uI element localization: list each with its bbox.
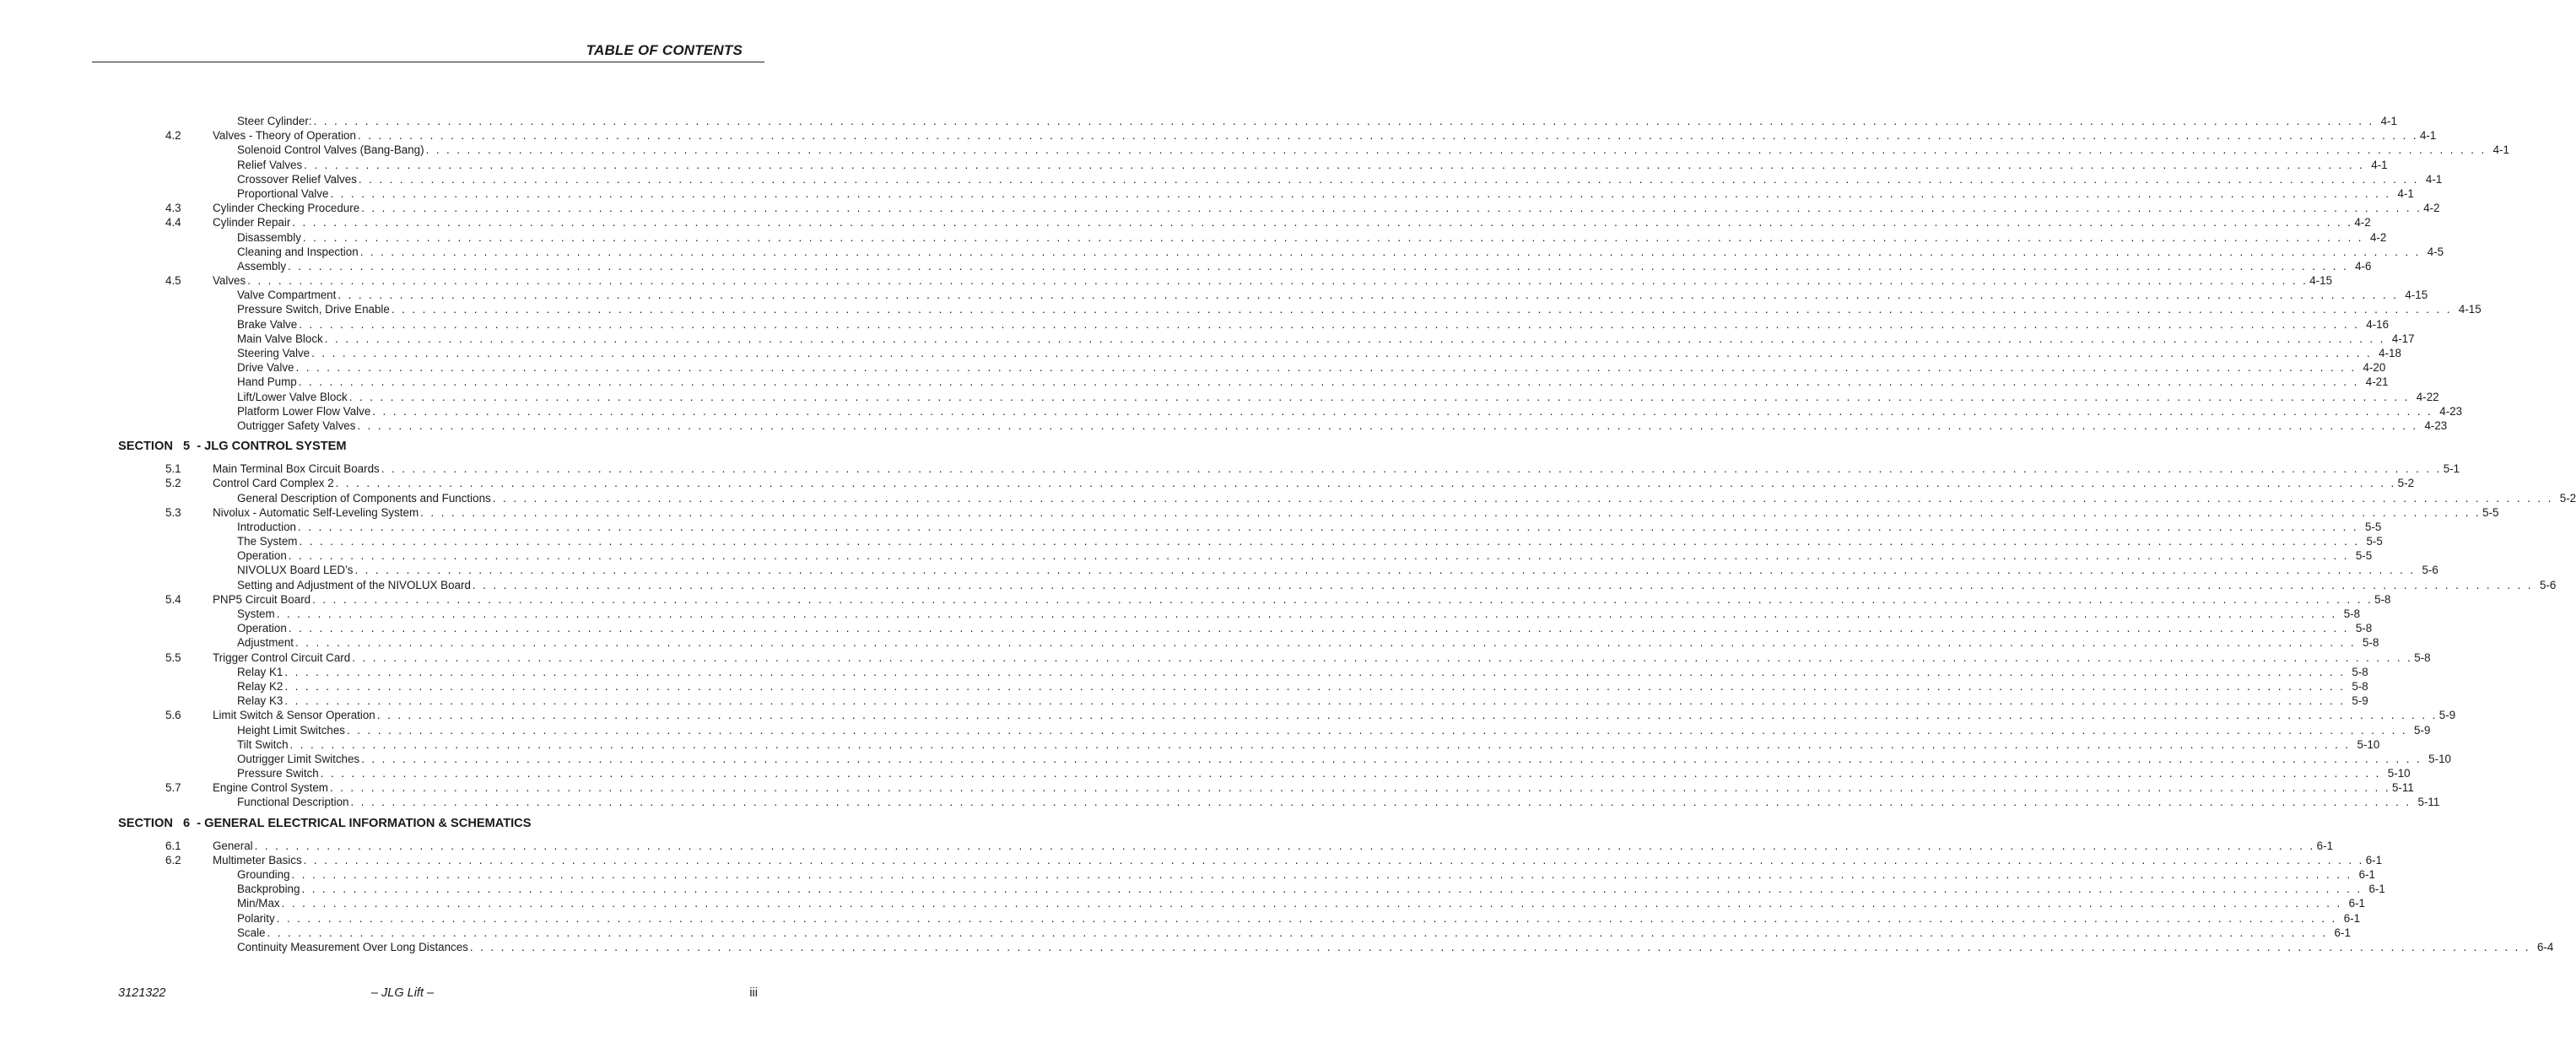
toc-entry-number: 5.6 <box>165 709 181 722</box>
dot-leader: . . . . . . . . . . . . . . . . . . . . . . . . . . . . . . . . . . . . . . . . . . . . . . . . . . . . . . . . . . . . . . . . . . . . . . . . . . . . . . . . . . . . . . . . . . . . . . . . . . . . . . . . . . . . . . . . . . . . . . . . . . . . . . . . . . . . . . . . . . . . . . . . . . . . . . . . . . . . . . . . . . . . . . . . . . . . . . . . . . . . . . . . . . . . . . . . . . . . . . . . <box>357 129 2418 143</box>
dot-leader: . . . . . . . . . . . . . . . . . . . . . . . . . . . . . . . . . . . . . . . . . . . . . . . . . . . . . . . . . . . . . . . . . . . . . . . . . . . . . . . . . . . . . . . . . . . . . . . . . . . . . . . . . . . . . . . . . . . . . . . . . . . . . . . . . . . . . . . . . . . . . . . . . . . . . . . . . . . . . . . . . . . . . . . . . . . . . . . . . . . . . . . . . . . . . . . . . . . . . . . . <box>291 868 2352 881</box>
dot-leader: . . . . . . . . . . . . . . . . . . . . . . . . . . . . . . . . . . . . . . . . . . . . . . . . . . . . . . . . . . . . . . . . . . . . . . . . . . . . . . . . . . . . . . . . . . . . . . . . . . . . . . . . . . . . . . . . . . . . . . . . . . . . . . . . . . . . . . . . . . . . . . . . . . . . . . . . . . . . . . . . . . . . . . . . . . . . . . . . . . . . . . . . . . . . . . . . . . . . . . . . <box>347 723 2408 737</box>
toc-entry-page: 6-1 <box>2334 926 2351 939</box>
toc-entry-number: 5.7 <box>165 781 181 795</box>
document-number: 3121322 <box>118 986 166 1000</box>
toc-entry-page: 4-1 <box>2397 186 2414 200</box>
toc-entry-page: 6-1 <box>2358 868 2375 881</box>
toc-entry-title: Steer Cylinder: <box>237 115 312 127</box>
toc-entry-number: 4.2 <box>165 129 181 143</box>
toc-entry-title: NIVOLUX Board LED’s <box>237 564 354 577</box>
dot-leader: . . . . . . . . . . . . . . . . . . . . . . . . . . . . . . . . . . . . . . . . . . . . . . . . . . . . . . . . . . . . . . . . . . . . . . . . . . . . . . . . . . . . . . . . . . . . . . . . . . . . . . . . . . . . . . . . . . . . . . . . . . . . . . . . . . . . . . . . . . . . . . . . . . . . . . . . . . . . . . . . . . . . . . . . . . . . . . . . . . . . . . . . . . . . . . . . . . . . . . . . <box>324 332 2385 345</box>
dot-leader: . . . . . . . . . . . . . . . . . . . . . . . . . . . . . . . . . . . . . . . . . . . . . . . . . . . . . . . . . . . . . . . . . . . . . . . . . . . . . . . . . . . . . . . . . . . . . . . . . . . . . . . . . . . . . . . . . . . . . . . . . . . . . . . . . . . . . . . . . . . . . . . . . . . . . . . . . . . . . . . . . . . . . . . . . . . . . . . . . . . . . . . . . . . . . . . . . . . . . . . . <box>335 477 2396 490</box>
toc-entry-line <box>237 186 2414 201</box>
toc-entry-page: 5-1 <box>2443 462 2460 476</box>
toc-entry-page: 4-15 <box>2309 274 2333 288</box>
toc-entry-title: General <box>213 839 253 852</box>
toc-entry-page: 5-9 <box>2414 723 2431 737</box>
toc-entry-page: 5-11 <box>2417 796 2440 809</box>
toc-entry-page: 5-5 <box>2366 535 2383 548</box>
toc-entry-title: Outrigger Limit Switches <box>237 752 360 765</box>
toc-entry-title: Hand Pump <box>237 375 297 389</box>
toc-entry-title: General Description of Components and Functions <box>237 491 491 505</box>
toc-subentry[interactable] <box>0 882 2385 896</box>
toc-entry-line <box>237 418 2448 433</box>
toc-entry-line <box>237 911 2361 926</box>
toc-entry-number: 5.4 <box>165 592 181 606</box>
toc-entry-number: 5.3 <box>165 505 181 519</box>
toc-entry-title: Backprobing <box>237 883 300 896</box>
dot-leader: . . . . . . . . . . . . . . . . . . . . . . . . . . . . . . . . . . . . . . . . . . . . . . . . . . . . . . . . . . . . . . . . . . . . . . . . . . . . . . . . . . . . . . . . . . . . . . . . . . . . . . . . . . . . . . . . . . . . . . . . . . . . . . . . . . . . . . . . . . . . . . . . . . . . . . . . . . . . . . . . . . . . . . . . . . . . . . . . . . . . . . . . . . . . . . . . . . . . . . . . <box>276 607 2337 620</box>
toc-entry-line <box>213 201 2440 215</box>
toc-subentry[interactable] <box>0 332 2415 346</box>
toc-entry-page: 5-2 <box>2559 491 2576 505</box>
toc-entry-page: 4-17 <box>2391 332 2415 345</box>
toc-entry-page: 5-6 <box>2422 564 2438 577</box>
toc-entry-line <box>237 896 2365 910</box>
toc-entry-title: The System <box>237 535 298 548</box>
toc-entry-line <box>237 607 2361 621</box>
toc-subentry[interactable] <box>0 158 2388 172</box>
toc-entry-number: 5.5 <box>165 651 181 664</box>
toc-entry-title: Engine Control System <box>213 781 328 795</box>
toc-subentry[interactable] <box>0 172 2443 186</box>
toc-entry[interactable] <box>0 780 2414 795</box>
toc-entry-line <box>237 158 2388 172</box>
toc-entry-line <box>237 752 2451 766</box>
toc-entry-page: 4-18 <box>2379 347 2401 359</box>
dot-leader: . . . . . . . . . . . . . . . . . . . . . . . . . . . . . . . . . . . . . . . . . . . . . . . . . . . . . . . . . . . . . . . . . . . . . . . . . . . . . . . . . . . . . . . . . . . . . . . . . . . . . . . . . . . . . . . . . . . . . . . . . . . . . . . . . . . . . . . . . . . . . . . . . . . . . . . . . . . . . . . . . . . . . . . . . . . . . . . . . . . . . . . . . . . . . . . . . . . . . . . . <box>420 505 2481 519</box>
dot-leader: . . . . . . . . . . . . . . . . . . . . . . . . . . . . . . . . . . . . . . . . . . . . . . . . . . . . . . . . . . . . . . . . . . . . . . . . . . . . . . . . . . . . . . . . . . . . . . . . . . . . . . . . . . . . . . . . . . . . . . . . . . . . . . . . . . . . . . . . . . . . . . . . . . . . . . . . . . . . . . . . . . . . . . . . . . . . . . . . . . . . . . . . . . . . . . . . . . . . . . . . <box>358 172 2419 186</box>
toc-entry-page: 5-6 <box>2539 578 2557 591</box>
toc-entry-title: Continuity Measurement Over Long Distances <box>237 940 468 953</box>
toc-entry-line <box>237 926 2351 940</box>
toc-entry-title: Valves - Theory of Operation <box>213 129 356 143</box>
dot-leader: . . . . . . . . . . . . . . . . . . . . . . . . . . . . . . . . . . . . . . . . . . . . . . . . . . . . . . . . . . . . . . . . . . . . . . . . . . . . . . . . . . . . . . . . . . . . . . . . . . . . . . . . . . . . . . . . . . . . . . . . . . . . . . . . . . . . . . . . . . . . . . . . . . . . . . . . . . . . . . . . . . . . . . . . . . . . . . . . . . . . . . . . . . . . . . . . . . . . . . . . <box>284 694 2346 708</box>
toc-entry-line <box>213 780 2414 795</box>
dot-leader: . . . . . . . . . . . . . . . . . . . . . . . . . . . . . . . . . . . . . . . . . . . . . . . . . . . . . . . . . . . . . . . . . . . . . . . . . . . . . . . . . . . . . . . . . . . . . . . . . . . . . . . . . . . . . . . . . . . . . . . . . . . . . . . . . . . . . . . . . . . . . . . . . . . . . . . . . . . . . . . . . . . . . . . . . . . . . . . . . . . . . . . . . . . . . . . . . . . . . . . . <box>247 274 2309 288</box>
dot-leader: . . . . . . . . . . . . . . . . . . . . . . . . . . . . . . . . . . . . . . . . . . . . . . . . . . . . . . . . . . . . . . . . . . . . . . . . . . . . . . . . . . . . . . . . . . . . . . . . . . . . . . . . . . . . . . . . . . . . . . . . . . . . . . . . . . . . . . . . . . . . . . . . . . . . . . . . . . . . . . . . . . . . . . . . . . . . . . . . . . . . . . . . . . . . . . . . . . . . . . . . <box>281 897 2342 910</box>
toc-entry-page: 6-1 <box>2365 853 2383 867</box>
dot-leader: . . . . . . . . . . . . . . . . . . . . . . . . . . . . . . . . . . . . . . . . . . . . . . . . . . . . . . . . . . . . . . . . . . . . . . . . . . . . . . . . . . . . . . . . . . . . . . . . . . . . . . . . . . . . . . . . . . . . . . . . . . . . . . . . . . . . . . . . . . . . . . . . . . . . . . . . . . . . . . . . . . . . . . . . . . . . . . . . . . . . . . . . . . . . . . . . . . . . . . . . <box>299 317 2360 331</box>
toc-entry[interactable] <box>0 592 2391 607</box>
toc-entry-line <box>237 259 2372 273</box>
toc-entry-line <box>237 114 2397 128</box>
toc-entry-line <box>237 940 2554 954</box>
dot-leader: . . . . . . . . . . . . . . . . . . . . . . . . . . . . . . . . . . . . . . . . . . . . . . . . . . . . . . . . . . . . . . . . . . . . . . . . . . . . . . . . . . . . . . . . . . . . . . . . . . . . . . . . . . . . . . . . . . . . . . . . . . . . . . . . . . . . . . . . . . . . . . . . . . . . . . . . . . . . . . . . . . . . . . . . . . . . . . . . . . . . . . . . . . . . . . . . . . . . . . . . <box>299 535 2360 548</box>
toc-subentry[interactable] <box>0 665 2368 679</box>
toc-entry-page: 5-8 <box>2363 636 2379 650</box>
dot-leader: . . . . . . . . . . . . . . . . . . . . . . . . . . . . . . . . . . . . . . . . . . . . . . . . . . . . . . . . . . . . . . . . . . . . . . . . . . . . . . . . . . . . . . . . . . . . . . . . . . . . . . . . . . . . . . . . . . . . . . . . . . . . . . . . . . . . . . . . . . . . . . . . . . . . . . . . . . . . . . . . . . . . . . . . . . . . . . . . . . . . . . . . . . . . . . . . . . . . . . . . <box>361 202 2422 215</box>
toc-entry-page: 4-15 <box>2405 289 2428 302</box>
section-heading <box>0 440 805 454</box>
toc-entry-page: 5-5 <box>2355 549 2373 563</box>
dot-leader: . . . . . . . . . . . . . . . . . . . . . . . . . . . . . . . . . . . . . . . . . . . . . . . . . . . . . . . . . . . . . . . . . . . . . . . . . . . . . . . . . . . . . . . . . . . . . . . . . . . . . . . . . . . . . . . . . . . . . . . . . . . . . . . . . . . . . . . . . . . . . . . . . . . . . . . . . . . . . . . . . . . . . . . . . . . . . . . . . . . . . . . . . . . . . . . . . . . . . . . . <box>295 361 2357 375</box>
toc-entry-title: Cylinder Repair <box>213 216 291 229</box>
toc-subentry[interactable] <box>0 534 2383 548</box>
toc-entry-number: 5.2 <box>165 477 181 490</box>
toc-entry-page: 4-1 <box>2419 129 2437 143</box>
toc-entry-page: 4-23 <box>2439 404 2463 418</box>
toc-entry-title: Control Card Complex 2 <box>213 477 334 490</box>
dot-leader: . . . . . . . . . . . . . . . . . . . . . . . . . . . . . . . . . . . . . . . . . . . . . . . . . . . . . . . . . . . . . . . . . . . . . . . . . . . . . . . . . . . . . . . . . . . . . . . . . . . . . . . . . . . . . . . . . . . . . . . . . . . . . . . . . . . . . . . . . . . . . . . . . . . . . . . . . . . . . . . . . . . . . . . . . . . . . . . . . . . . . . . . . . . . . . . . . . . . . . . . <box>357 418 2418 432</box>
toc-subentry[interactable] <box>0 940 2554 954</box>
dot-leader: . . . . . . . . . . . . . . . . . . . . . . . . . . . . . . . . . . . . . . . . . . . . . . . . . . . . . . . . . . . . . . . . . . . . . . . . . . . . . . . . . . . . . . . . . . . . . . . . . . . . . . . . . . . . . . . . . . . . . . . . . . . . . . . . . . . . . . . . . . . . . . . . . . . . . . . . . . . . . . . . . . . . . . . . . . . . . . . . . . . . . . . . . . . . . . . . . . . . . . . . <box>338 289 2399 302</box>
toc-subentry[interactable] <box>0 679 2368 694</box>
toc-entry-page: 5-8 <box>2355 622 2373 635</box>
toc-entry-line <box>237 795 2440 809</box>
footer-publisher: – JLG Lift – <box>370 986 435 1000</box>
toc-entry-page: 4-20 <box>2363 361 2386 375</box>
toc-entry-line <box>237 548 2373 563</box>
toc-entry-title: Brake Valve <box>237 317 298 331</box>
toc-entry-page: 6-1 <box>2316 839 2334 852</box>
toc-entry-line <box>237 665 2368 679</box>
toc-entry-page: 5-8 <box>2374 592 2391 606</box>
toc-entry-title: Min/Max <box>237 897 280 910</box>
toc-entry-title: Main Terminal Box Circuit Boards <box>213 462 380 476</box>
toc-entry-title: Operation <box>237 622 287 635</box>
toc-subentry[interactable] <box>0 896 2365 910</box>
toc-entry-line <box>237 230 2387 245</box>
toc-subentry[interactable] <box>0 245 2444 259</box>
toc-entry-title: Steering Valve <box>237 347 311 359</box>
toc-subentry[interactable] <box>0 114 2397 128</box>
toc-subentry[interactable] <box>0 259 2372 273</box>
toc-entry-line <box>237 578 2557 592</box>
toc-subentry[interactable] <box>0 520 2382 534</box>
toc-entry[interactable] <box>0 708 2456 722</box>
dot-leader: . . . . . . . . . . . . . . . . . . . . . . . . . . . . . . . . . . . . . . . . . . . . . . . . . . . . . . . . . . . . . . . . . . . . . . . . . . . . . . . . . . . . . . . . . . . . . . . . . . . . . . . . . . . . . . . . . . . . . . . . . . . . . . . . . . . . . . . . . . . . . . . . . . . . . . . . . . . . . . . . . . . . . . . . . . . . . . . . . . . . . . . . . . . . . . . . . . . . . . . . <box>350 796 2411 809</box>
toc-entry-line <box>237 404 2463 418</box>
toc-entry-title: Relay K1 <box>237 665 284 678</box>
toc-subentry[interactable] <box>0 694 2368 708</box>
toc-entry-line <box>237 491 2576 505</box>
toc-entry-line <box>237 332 2415 346</box>
toc-entry-line <box>213 839 2334 853</box>
toc-entry-page: 4-2 <box>2369 230 2387 244</box>
page-header-title: TABLE OF CONTENTS <box>586 42 743 58</box>
dot-leader: . . . . . . . . . . . . . . . . . . . . . . . . . . . . . . . . . . . . . . . . . . . . . . . . . . . . . . . . . . . . . . . . . . . . . . . . . . . . . . . . . . . . . . . . . . . . . . . . . . . . . . . . . . . . . . . . . . . . . . . . . . . . . . . . . . . . . . . . . . . . . . . . . . . . . . . . . . . . . . . . . . . . . . . . . . . . . . . . . . . . . . . . . . . . . . . . . . . . . . . . <box>276 911 2337 925</box>
toc-subentry[interactable] <box>0 752 2451 766</box>
dot-leader: . . . . . . . . . . . . . . . . . . . . . . . . . . . . . . . . . . . . . . . . . . . . . . . . . . . . . . . . . . . . . . . . . . . . . . . . . . . . . . . . . . . . . . . . . . . . . . . . . . . . . . . . . . . . . . . . . . . . . . . . . . . . . . . . . . . . . . . . . . . . . . . . . . . . . . . . . . . . . . . . . . . . . . . . . . . . . . . . . . . . . . . . . . . . . . . . . . . . . . . . <box>297 520 2359 533</box>
toc-entry-number: 5.1 <box>165 462 181 476</box>
toc-subentry[interactable] <box>0 723 2431 737</box>
toc-subentry[interactable] <box>0 548 2373 563</box>
dot-leader: . . . . . . . . . . . . . . . . . . . . . . . . . . . . . . . . . . . . . . . . . . . . . . . . . . . . . . . . . . . . . . . . . . . . . . . . . . . . . . . . . . . . . . . . . . . . . . . . . . . . . . . . . . . . . . . . . . . . . . . . . . . . . . . . . . . . . . . . . . . . . . . . . . . . . . . . . . . . . . . . . . . . . . . . . . . . . . . . . . . . . . . . . . . . . . . . . . . . . . . . <box>288 549 2349 563</box>
dot-leader: . . . . . . . . . . . . . . . . . . . . . . . . . . . . . . . . . . . . . . . . . . . . . . . . . . . . . . . . . . . . . . . . . . . . . . . . . . . . . . . . . . . . . . . . . . . . . . . . . . . . . . . . . . . . . . . . . . . . . . . . . . . . . . . . . . . . . . . . . . . . . . . . . . . . . . . . . . . . . . . . . . . . . . . . . . . . . . . . . . . . . . . . . . . . . . . . . . . . . . . . <box>354 564 2416 577</box>
toc-entry-line <box>237 302 2481 316</box>
toc-entry-line <box>213 273 2333 288</box>
toc-subentry[interactable] <box>0 926 2351 940</box>
dot-leader: . . . . . . . . . . . . . . . . . . . . . . . . . . . . . . . . . . . . . . . . . . . . . . . . . . . . . . . . . . . . . . . . . . . . . . . . . . . . . . . . . . . . . . . . . . . . . . . . . . . . . . . . . . . . . . . . . . . . . . . . . . . . . . . . . . . . . . . . . . . . . . . . . . . . . . . . . . . . . . . . . . . . . . . . . . . . . . . . . . . . . . . . . . . . . . . . . . . . . . . . <box>254 839 2315 852</box>
toc-entry-title: System <box>237 607 275 620</box>
page-number: iii <box>749 986 758 1000</box>
toc-entry-title: Relay K3 <box>237 694 284 708</box>
toc-entry-title: Drive Valve <box>237 361 294 375</box>
toc-entry-title: Tilt Switch <box>237 737 289 751</box>
toc-entry-line <box>213 592 2391 607</box>
dot-leader: . . . . . . . . . . . . . . . . . . . . . . . . . . . . . . . . . . . . . . . . . . . . . . . . . . . . . . . . . . . . . . . . . . . . . . . . . . . . . . . . . . . . . . . . . . . . . . . . . . . . . . . . . . . . . . . . . . . . . . . . . . . . . . . . . . . . . . . . . . . . . . . . . . . . . . . . . . . . . . . . . . . . . . . . . . . . . . . . . . . . . . . . . . . . . . . . . . . . . . . . <box>311 347 2373 359</box>
toc-entry-line <box>237 360 2386 375</box>
toc-subentry[interactable] <box>0 418 2448 433</box>
toc-entry-page: 4-2 <box>2423 202 2440 215</box>
section-heading-text: SECTION 6 - GENERAL ELECTRICAL INFORMATION & SCHEMATICS <box>118 816 532 830</box>
toc-entry-line <box>213 505 2499 520</box>
toc-entry-page: 5-9 <box>2352 694 2368 708</box>
toc-entry-line <box>237 288 2428 302</box>
toc-entry-page: 5-5 <box>2365 520 2382 533</box>
toc-entry-line <box>237 245 2444 259</box>
toc-entry-line <box>237 882 2385 896</box>
dot-leader: . . . . . . . . . . . . . . . . . . . . . . . . . . . . . . . . . . . . . . . . . . . . . . . . . . . . . . . . . . . . . . . . . . . . . . . . . . . . . . . . . . . . . . . . . . . . . . . . . . . . . . . . . . . . . . . . . . . . . . . . . . . . . . . . . . . . . . . . . . . . . . . . . . . . . . . . . . . . . . . . . . . . . . . . . . . . . . . . . . . . . . . . . . . . . . . . . . . . . . . . <box>352 651 2413 664</box>
toc-entry[interactable] <box>0 476 2415 490</box>
toc-entry-page: 5-10 <box>2428 752 2451 765</box>
toc-subentry[interactable] <box>0 766 2411 780</box>
toc-subentry[interactable] <box>0 911 2361 926</box>
toc-subentry[interactable] <box>0 635 2379 650</box>
dot-leader: . . . . . . . . . . . . . . . . . . . . . . . . . . . . . . . . . . . . . . . . . . . . . . . . . . . . . . . . . . . . . . . . . . . . . . . . . . . . . . . . . . . . . . . . . . . . . . . . . . . . . . . . . . . . . . . . . . . . . . . . . . . . . . . . . . . . . . . . . . . . . . . . . . . . . . . . . . . . . . . . . . . . . . . . . . . . . . . . . . . . . . . . . . . . . . . . . . . . . . . . <box>348 390 2410 403</box>
toc-entry-line <box>213 651 2431 665</box>
toc-subentry[interactable] <box>0 867 2375 882</box>
toc-entry-page: 5-8 <box>2352 665 2368 678</box>
dot-leader: . . . . . . . . . . . . . . . . . . . . . . . . . . . . . . . . . . . . . . . . . . . . . . . . . . . . . . . . . . . . . . . . . . . . . . . . . . . . . . . . . . . . . . . . . . . . . . . . . . . . . . . . . . . . . . . . . . . . . . . . . . . . . . . . . . . . . . . . . . . . . . . . . . . . . . . . . . . . . . . . . . . . . . . . . . . . . . . . . . . . . . . . . . . . . . . . . . . . . . . . <box>301 883 2363 896</box>
dot-leader: . . . . . . . . . . . . . . . . . . . . . . . . . . . . . . . . . . . . . . . . . . . . . . . . . . . . . . . . . . . . . . . . . . . . . . . . . . . . . . . . . . . . . . . . . . . . . . . . . . . . . . . . . . . . . . . . . . . . . . . . . . . . . . . . . . . . . . . . . . . . . . . . . . . . . . . . . . . . . . . . . . . . . . . . . . . . . . . . . . . . . . . . . . . . . . . . . . . . . . . . <box>330 186 2391 200</box>
dot-leader: . . . . . . . . . . . . . . . . . . . . . . . . . . . . . . . . . . . . . . . . . . . . . . . . . . . . . . . . . . . . . . . . . . . . . . . . . . . . . . . . . . . . . . . . . . . . . . . . . . . . . . . . . . . . . . . . . . . . . . . . . . . . . . . . . . . . . . . . . . . . . . . . . . . . . . . . . . . . . . . . . . . . . . . . . . . . . . . . . . . . . . . . . . . . . . . . . . . . . . . . <box>372 404 2433 418</box>
dot-leader: . . . . . . . . . . . . . . . . . . . . . . . . . . . . . . . . . . . . . . . . . . . . . . . . . . . . . . . . . . . . . . . . . . . . . . . . . . . . . . . . . . . . . . . . . . . . . . . . . . . . . . . . . . . . . . . . . . . . . . . . . . . . . . . . . . . . . . . . . . . . . . . . . . . . . . . . . . . . . . . . . . . . . . . . . . . . . . . . . . . . . . . . . . . . . . . . . . . . . . . . <box>284 665 2346 678</box>
toc-subentry[interactable] <box>0 346 2401 360</box>
toc-entry-title: Multimeter Basics <box>213 853 302 867</box>
toc-entry-title: Limit Switch & Sensor Operation <box>213 709 375 722</box>
dot-leader: . . . . . . . . . . . . . . . . . . . . . . . . . . . . . . . . . . . . . . . . . . . . . . . . . . . . . . . . . . . . . . . . . . . . . . . . . . . . . . . . . . . . . . . . . . . . . . . . . . . . . . . . . . . . . . . . . . . . . . . . . . . . . . . . . . . . . . . . . . . . . . . . . . . . . . . . . . . . . . . . . . . . . . . . . . . . . . . . . . . . . . . . . . . . . . . . . . . . . . . . <box>361 752 2422 765</box>
toc-subentry[interactable] <box>0 491 2576 505</box>
toc-entry-number: 4.4 <box>165 216 181 229</box>
dot-leader: . . . . . . . . . . . . . . . . . . . . . . . . . . . . . . . . . . . . . . . . . . . . . . . . . . . . . . . . . . . . . . . . . . . . . . . . . . . . . . . . . . . . . . . . . . . . . . . . . . . . . . . . . . . . . . . . . . . . . . . . . . . . . . . . . . . . . . . . . . . . . . . . . . . . . . . . . . . . . . . . . . . . . . . . . . . . . . . . . . . . . . . . . . . . . . . . . . . . . . . . <box>472 578 2533 591</box>
toc-entry-line <box>213 708 2456 722</box>
toc-subentry[interactable] <box>0 795 2440 809</box>
toc-entry[interactable] <box>0 839 2334 853</box>
toc-entry-line <box>213 476 2415 490</box>
toc-entry-line <box>237 534 2383 548</box>
dot-leader: . . . . . . . . . . . . . . . . . . . . . . . . . . . . . . . . . . . . . . . . . . . . . . . . . . . . . . . . . . . . . . . . . . . . . . . . . . . . . . . . . . . . . . . . . . . . . . . . . . . . . . . . . . . . . . . . . . . . . . . . . . . . . . . . . . . . . . . . . . . . . . . . . . . . . . . . . . . . . . . . . . . . . . . . . . . . . . . . . . . . . . . . . . . . . . . . . . . . . . . . <box>292 216 2353 229</box>
toc-entry-title: Functional Description <box>237 796 349 809</box>
toc-entry-number: 6.1 <box>165 839 181 852</box>
toc-entry[interactable] <box>0 201 2440 215</box>
dot-leader: . . . . . . . . . . . . . . . . . . . . . . . . . . . . . . . . . . . . . . . . . . . . . . . . . . . . . . . . . . . . . . . . . . . . . . . . . . . . . . . . . . . . . . . . . . . . . . . . . . . . . . . . . . . . . . . . . . . . . . . . . . . . . . . . . . . . . . . . . . . . . . . . . . . . . . . . . . . . . . . . . . . . . . . . . . . . . . . . . . . . . . . . . . . . . . . . . . . . . . . . <box>304 158 2365 171</box>
toc-entry-title: Platform Lower Flow Valve <box>237 404 371 418</box>
toc-entry-line <box>213 462 2460 476</box>
toc-entry-page: 5-10 <box>2387 767 2411 780</box>
toc-entry-line <box>237 346 2401 360</box>
dot-leader: . . . . . . . . . . . . . . . . . . . . . . . . . . . . . . . . . . . . . . . . . . . . . . . . . . . . . . . . . . . . . . . . . . . . . . . . . . . . . . . . . . . . . . . . . . . . . . . . . . . . . . . . . . . . . . . . . . . . . . . . . . . . . . . . . . . . . . . . . . . . . . . . . . . . . . . . . . . . . . . . . . . . . . . . . . . . . . . . . . . . . . . . . . . . . . . . . . . . . . . . <box>295 636 2357 650</box>
toc-entry-title: PNP5 Circuit Board <box>213 592 311 606</box>
toc-subentry[interactable] <box>0 143 2509 157</box>
toc-entry[interactable] <box>0 128 2437 143</box>
toc-entry-title: Height Limit Switches <box>237 723 346 737</box>
toc-entry-line <box>237 679 2368 694</box>
toc-entry-page: 6-1 <box>2343 911 2361 925</box>
toc-entry-page: 4-22 <box>2416 390 2439 403</box>
table-of-contents <box>0 114 2576 954</box>
toc-subentry[interactable] <box>0 288 2428 302</box>
toc-entry-title: Polarity <box>237 911 275 925</box>
toc-entry-page: 5-10 <box>2357 737 2380 751</box>
dot-leader: . . . . . . . . . . . . . . . . . . . . . . . . . . . . . . . . . . . . . . . . . . . . . . . . . . . . . . . . . . . . . . . . . . . . . . . . . . . . . . . . . . . . . . . . . . . . . . . . . . . . . . . . . . . . . . . . . . . . . . . . . . . . . . . . . . . . . . . . . . . . . . . . . . . . . . . . . . . . . . . . . . . . . . . . . . . . . . . . . . . . . . . . . . . . . . . . . . . . . . . . <box>391 303 2452 316</box>
toc-entry-line <box>213 853 2383 867</box>
toc-entry-page: 5-9 <box>2438 709 2456 722</box>
toc-entry-title: Relief Valves <box>237 158 303 171</box>
toc-entry-page: 4-5 <box>2427 245 2444 258</box>
toc-subentry[interactable] <box>0 302 2481 316</box>
toc-entry-number: 4.3 <box>165 202 181 215</box>
toc-entry-title: Cylinder Checking Procedure <box>213 202 360 215</box>
toc-entry-title: Scale <box>237 926 266 939</box>
toc-entry-title: Crossover Relief Valves <box>237 172 357 186</box>
toc-entry-line <box>237 737 2380 752</box>
toc-entry-title: Pressure Switch <box>237 767 319 780</box>
dot-leader: . . . . . . . . . . . . . . . . . . . . . . . . . . . . . . . . . . . . . . . . . . . . . . . . . . . . . . . . . . . . . . . . . . . . . . . . . . . . . . . . . . . . . . . . . . . . . . . . . . . . . . . . . . . . . . . . . . . . . . . . . . . . . . . . . . . . . . . . . . . . . . . . . . . . . . . . . . . . . . . . . . . . . . . . . . . . . . . . . . . . . . . . . . . . . . . . . . . . . . . . <box>425 143 2487 157</box>
toc-entry-title: Operation <box>237 549 287 563</box>
toc-entry-title: Valves <box>213 274 246 288</box>
toc-entry-line <box>237 563 2438 577</box>
section-heading <box>0 817 805 831</box>
toc-entry-title: Setting and Adjustment of the NIVOLUX Board <box>237 578 471 591</box>
toc-entry-line <box>237 867 2375 882</box>
toc-entry-page: 5-5 <box>2482 505 2499 519</box>
toc-entry-line <box>237 723 2431 737</box>
dot-leader: . . . . . . . . . . . . . . . . . . . . . . . . . . . . . . . . . . . . . . . . . . . . . . . . . . . . . . . . . . . . . . . . . . . . . . . . . . . . . . . . . . . . . . . . . . . . . . . . . . . . . . . . . . . . . . . . . . . . . . . . . . . . . . . . . . . . . . . . . . . . . . . . . . . . . . . . . . . . . . . . . . . . . . . . . . . . . . . . . . . . . . . . . . . . . . . . . . . . . . . . <box>329 781 2390 795</box>
toc-subentry[interactable] <box>0 390 2439 404</box>
toc-entry-title: Proportional Valve <box>237 186 329 200</box>
toc-entry-page: 4-2 <box>2354 216 2371 229</box>
toc-entry-number: 6.2 <box>165 853 181 867</box>
toc-entry-line <box>237 375 2389 389</box>
toc-entry-title: Introduction <box>237 520 296 533</box>
toc-entry-page: 5-8 <box>2352 679 2368 693</box>
toc-entry-page: 4-23 <box>2424 418 2448 432</box>
toc-entry-line <box>237 694 2368 708</box>
toc-subentry[interactable] <box>0 317 2390 332</box>
dot-leader: . . . . . . . . . . . . . . . . . . . . . . . . . . . . . . . . . . . . . . . . . . . . . . . . . . . . . . . . . . . . . . . . . . . . . . . . . . . . . . . . . . . . . . . . . . . . . . . . . . . . . . . . . . . . . . . . . . . . . . . . . . . . . . . . . . . . . . . . . . . . . . . . . . . . . . . . . . . . . . . . . . . . . . . . . . . . . . . . . . . . . . . . . . . . . . . . . . . . . . . . <box>320 767 2381 780</box>
toc-entry-title: Valve Compartment <box>237 289 337 302</box>
toc-entry-line <box>213 128 2437 143</box>
toc-entry-page: 4-1 <box>2371 158 2388 171</box>
toc-entry-page: 4-1 <box>2425 172 2443 186</box>
dot-leader: . . . . . . . . . . . . . . . . . . . . . . . . . . . . . . . . . . . . . . . . . . . . . . . . . . . . . . . . . . . . . . . . . . . . . . . . . . . . . . . . . . . . . . . . . . . . . . . . . . . . . . . . . . . . . . . . . . . . . . . . . . . . . . . . . . . . . . . . . . . . . . . . . . . . . . . . . . . . . . . . . . . . . . . . . . . . . . . . . . . . . . . . . . . . . . . . . . . . . . . . <box>267 926 2328 939</box>
toc-entry-page: 4-6 <box>2355 259 2372 273</box>
toc-entry-title: Relay K2 <box>237 679 284 693</box>
toc-entry-line <box>237 635 2379 650</box>
toc-entry-title: Solenoid Control Valves (Bang-Bang) <box>237 143 424 157</box>
toc-entry-page: 5-11 <box>2391 781 2414 795</box>
dot-leader: . . . . . . . . . . . . . . . . . . . . . . . . . . . . . . . . . . . . . . . . . . . . . . . . . . . . . . . . . . . . . . . . . . . . . . . . . . . . . . . . . . . . . . . . . . . . . . . . . . . . . . . . . . . . . . . . . . . . . . . . . . . . . . . . . . . . . . . . . . . . . . . . . . . . . . . . . . . . . . . . . . . . . . . . . . . . . . . . . . . . . . . . . . . . . . . . . . . . . . . . <box>303 853 2364 867</box>
dot-leader: . . . . . . . . . . . . . . . . . . . . . . . . . . . . . . . . . . . . . . . . . . . . . . . . . . . . . . . . . . . . . . . . . . . . . . . . . . . . . . . . . . . . . . . . . . . . . . . . . . . . . . . . . . . . . . . . . . . . . . . . . . . . . . . . . . . . . . . . . . . . . . . . . . . . . . . . . . . . . . . . . . . . . . . . . . . . . . . . . . . . . . . . . . . . . . . . . . . . . . . . <box>359 245 2421 258</box>
toc-subentry[interactable] <box>0 737 2380 752</box>
toc-entry-title: Nivolux - Automatic Self-Leveling System <box>213 505 419 519</box>
toc-entry-line <box>237 172 2443 186</box>
dot-leader: . . . . . . . . . . . . . . . . . . . . . . . . . . . . . . . . . . . . . . . . . . . . . . . . . . . . . . . . . . . . . . . . . . . . . . . . . . . . . . . . . . . . . . . . . . . . . . . . . . . . . . . . . . . . . . . . . . . . . . . . . . . . . . . . . . . . . . . . . . . . . . . . . . . . . . . . . . . . . . . . . . . . . . . . . . . . . . . . . . . . . . . . . . . . . . . . . . . . . . . . <box>376 709 2438 722</box>
toc-entry[interactable] <box>0 273 2333 288</box>
toc-subentry[interactable] <box>0 375 2389 389</box>
toc-entry-line <box>237 520 2382 534</box>
dot-leader: . . . . . . . . . . . . . . . . . . . . . . . . . . . . . . . . . . . . . . . . . . . . . . . . . . . . . . . . . . . . . . . . . . . . . . . . . . . . . . . . . . . . . . . . . . . . . . . . . . . . . . . . . . . . . . . . . . . . . . . . . . . . . . . . . . . . . . . . . . . . . . . . . . . . . . . . . . . . . . . . . . . . . . . . . . . . . . . . . . . . . . . . . . . . . . . . . . . . . . . . <box>302 230 2363 244</box>
toc-entry-page: 6-4 <box>2536 940 2554 953</box>
dot-leader: . . . . . . . . . . . . . . . . . . . . . . . . . . . . . . . . . . . . . . . . . . . . . . . . . . . . . . . . . . . . . . . . . . . . . . . . . . . . . . . . . . . . . . . . . . . . . . . . . . . . . . . . . . . . . . . . . . . . . . . . . . . . . . . . . . . . . . . . . . . . . . . . . . . . . . . . . . . . . . . . . . . . . . . . . . . . . . . . . . . . . . . . . . . . . . . . . . . . . . . . <box>298 375 2359 389</box>
toc-entry-line <box>237 317 2390 332</box>
dot-leader: . . . . . . . . . . . . . . . . . . . . . . . . . . . . . . . . . . . . . . . . . . . . . . . . . . . . . . . . . . . . . . . . . . . . . . . . . . . . . . . . . . . . . . . . . . . . . . . . . . . . . . . . . . . . . . . . . . . . . . . . . . . . . . . . . . . . . . . . . . . . . . . . . . . . . . . . . . . . . . . . . . . . . . . . . . . . . . . . . . . . . . . . . . . . . . . . . . . . . . . . <box>284 679 2346 693</box>
toc-entry-page: 4-1 <box>2492 143 2509 157</box>
toc-subentry[interactable] <box>0 621 2373 635</box>
toc-entry-page: 4-1 <box>2380 115 2397 127</box>
toc-entry[interactable] <box>0 505 2499 520</box>
toc-entry-line <box>237 621 2373 635</box>
toc-entry[interactable] <box>0 853 2383 867</box>
toc-entry-line <box>213 215 2371 229</box>
section-heading-text: SECTION 5 - JLG CONTROL SYSTEM <box>118 440 347 454</box>
toc-entry-page: 4-21 <box>2365 375 2389 389</box>
toc-entry-title: Grounding <box>237 868 290 881</box>
toc-entry-title: Assembly <box>237 259 287 273</box>
dot-leader: . . . . . . . . . . . . . . . . . . . . . . . . . . . . . . . . . . . . . . . . . . . . . . . . . . . . . . . . . . . . . . . . . . . . . . . . . . . . . . . . . . . . . . . . . . . . . . . . . . . . . . . . . . . . . . . . . . . . . . . . . . . . . . . . . . . . . . . . . . . . . . . . . . . . . . . . . . . . . . . . . . . . . . . . . . . . . . . . . . . . . . . . . . . . . . . . . . . . . . . . <box>492 491 2553 505</box>
toc-entry-title: Main Valve Block <box>237 332 323 345</box>
toc-entry[interactable] <box>0 462 2460 476</box>
toc-subentry[interactable] <box>0 578 2557 592</box>
dot-leader: . . . . . . . . . . . . . . . . . . . . . . . . . . . . . . . . . . . . . . . . . . . . . . . . . . . . . . . . . . . . . . . . . . . . . . . . . . . . . . . . . . . . . . . . . . . . . . . . . . . . . . . . . . . . . . . . . . . . . . . . . . . . . . . . . . . . . . . . . . . . . . . . . . . . . . . . . . . . . . . . . . . . . . . . . . . . . . . . . . . . . . . . . . . . . . . . . . . . . . . . <box>469 940 2530 953</box>
dot-leader: . . . . . . . . . . . . . . . . . . . . . . . . . . . . . . . . . . . . . . . . . . . . . . . . . . . . . . . . . . . . . . . . . . . . . . . . . . . . . . . . . . . . . . . . . . . . . . . . . . . . . . . . . . . . . . . . . . . . . . . . . . . . . . . . . . . . . . . . . . . . . . . . . . . . . . . . . . . . . . . . . . . . . . . . . . . . . . . . . . . . . . . . . . . . . . . . . . . . . . . . <box>288 259 2349 273</box>
toc-entry-title: Trigger Control Circuit Card <box>213 651 351 664</box>
toc-subentry[interactable] <box>0 360 2386 375</box>
toc-entry-title: Cleaning and Inspection <box>237 245 359 258</box>
toc-subentry[interactable] <box>0 230 2387 245</box>
toc-subentry[interactable] <box>0 404 2463 418</box>
toc-entry-page: 5-8 <box>2343 607 2361 620</box>
dot-leader: . . . . . . . . . . . . . . . . . . . . . . . . . . . . . . . . . . . . . . . . . . . . . . . . . . . . . . . . . . . . . . . . . . . . . . . . . . . . . . . . . . . . . . . . . . . . . . . . . . . . . . . . . . . . . . . . . . . . . . . . . . . . . . . . . . . . . . . . . . . . . . . . . . . . . . . . . . . . . . . . . . . . . . . . . . . . . . . . . . . . . . . . . . . . . . . . . . . . . . . . <box>289 737 2351 751</box>
toc-entry-title: Lift/Lower Valve Block <box>237 390 348 403</box>
toc-entry-page: 6-1 <box>2348 897 2365 910</box>
toc-entry-title: Disassembly <box>237 230 301 244</box>
dot-leader: . . . . . . . . . . . . . . . . . . . . . . . . . . . . . . . . . . . . . . . . . . . . . . . . . . . . . . . . . . . . . . . . . . . . . . . . . . . . . . . . . . . . . . . . . . . . . . . . . . . . . . . . . . . . . . . . . . . . . . . . . . . . . . . . . . . . . . . . . . . . . . . . . . . . . . . . . . . . . . . . . . . . . . . . . . . . . . . . . . . . . . . . . . . . . . . . . . . . . . . . <box>312 592 2373 606</box>
toc-entry-line <box>237 143 2509 157</box>
toc-subentry[interactable] <box>0 563 2438 577</box>
toc-entry-line <box>237 766 2411 780</box>
toc-subentry[interactable] <box>0 186 2414 201</box>
dot-leader: . . . . . . . . . . . . . . . . . . . . . . . . . . . . . . . . . . . . . . . . . . . . . . . . . . . . . . . . . . . . . . . . . . . . . . . . . . . . . . . . . . . . . . . . . . . . . . . . . . . . . . . . . . . . . . . . . . . . . . . . . . . . . . . . . . . . . . . . . . . . . . . . . . . . . . . . . . . . . . . . . . . . . . . . . . . . . . . . . . . . . . . . . . . . . . . . . . . . . . . . <box>381 462 2442 476</box>
dot-leader: . . . . . . . . . . . . . . . . . . . . . . . . . . . . . . . . . . . . . . . . . . . . . . . . . . . . . . . . . . . . . . . . . . . . . . . . . . . . . . . . . . . . . . . . . . . . . . . . . . . . . . . . . . . . . . . . . . . . . . . . . . . . . . . . . . . . . . . . . . . . . . . . . . . . . . . . . . . . . . . . . . . . . . . . . . . . . . . . . . . . . . . . . . . . . . . . . . . . . . . . <box>313 115 2374 127</box>
toc-entry-title: Pressure Switch, Drive Enable <box>237 303 390 316</box>
toc-entry-page: 5-2 <box>2397 477 2415 490</box>
toc-entry-page: 5-8 <box>2414 651 2431 664</box>
toc-entry-title: Outrigger Safety Valves <box>237 418 356 432</box>
toc-entry-title: Adjustment <box>237 636 294 650</box>
toc-entry-line <box>237 390 2439 404</box>
toc-entry-page: 4-16 <box>2366 317 2390 331</box>
toc-subentry[interactable] <box>0 607 2361 621</box>
toc-entry[interactable] <box>0 215 2371 229</box>
toc-entry-page: 4-15 <box>2458 303 2481 316</box>
toc-entry-number: 4.5 <box>165 274 181 288</box>
toc-entry[interactable] <box>0 651 2431 665</box>
dot-leader: . . . . . . . . . . . . . . . . . . . . . . . . . . . . . . . . . . . . . . . . . . . . . . . . . . . . . . . . . . . . . . . . . . . . . . . . . . . . . . . . . . . . . . . . . . . . . . . . . . . . . . . . . . . . . . . . . . . . . . . . . . . . . . . . . . . . . . . . . . . . . . . . . . . . . . . . . . . . . . . . . . . . . . . . . . . . . . . . . . . . . . . . . . . . . . . . . . . . . . . . <box>288 622 2349 635</box>
toc-entry-page: 6-1 <box>2368 883 2385 896</box>
